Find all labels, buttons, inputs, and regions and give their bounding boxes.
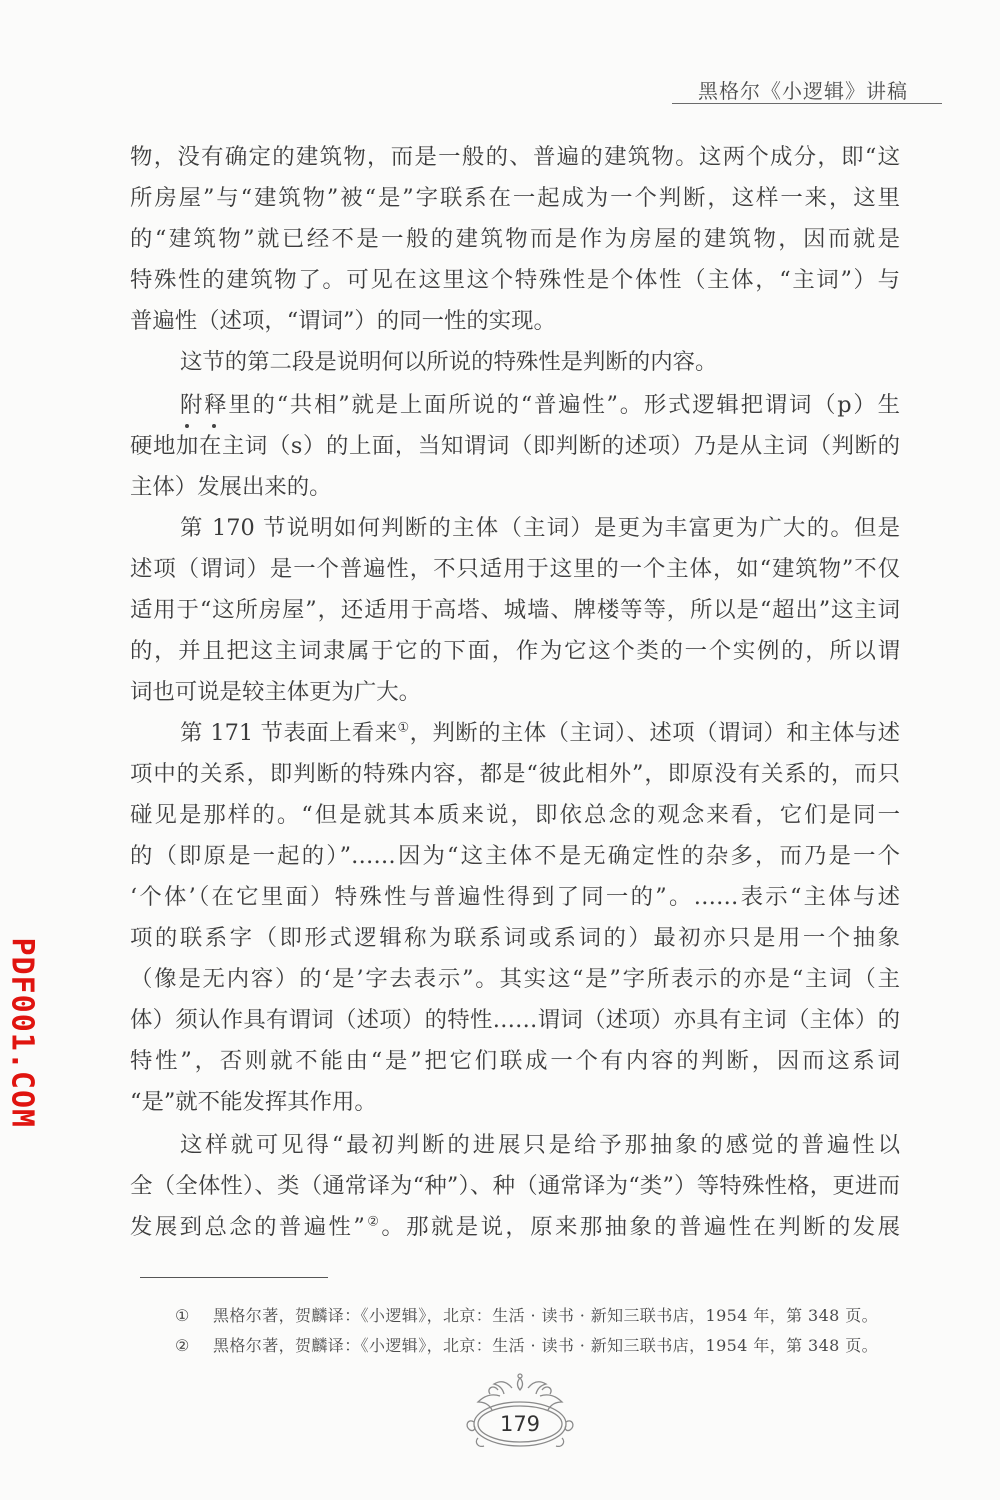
- running-header: [672, 75, 942, 104]
- text-line: 述项（谓词）是一个普遍性，不只适用于这里的一个主体，如“建筑物”不仅: [130, 556, 900, 582]
- text-line: [180, 717, 900, 749]
- text-segment: 。那就是说，原来那抽象的普遍性在判断的发展: [381, 1214, 901, 1240]
- footnote-mark: ①: [175, 1306, 190, 1325]
- text-line: 这样就可见得“最初判断的进展只是给予那抽象的感觉的普遍性以: [180, 1132, 900, 1158]
- text-segment: 第 171 节表面上看来: [180, 720, 398, 746]
- emphasis-dot: [185, 424, 189, 428]
- footnote-mark: ②: [175, 1336, 190, 1355]
- text-segment: 发展到总念的普遍性”: [130, 1214, 365, 1240]
- text-line: 体）须认作具有谓词（述项）的特性……谓词（述项）亦具有主词（主体）的: [130, 1007, 900, 1033]
- footnote-1: [175, 1305, 878, 1327]
- text-line: 硬地加在主词（s）的上面，当知谓词（即判断的述项）乃是从主词（判断的: [130, 433, 900, 459]
- text-line: [130, 1211, 900, 1243]
- page-number: 179: [499, 1412, 541, 1436]
- text-line: ‘个体’（在它里面）特殊性与普遍性得到了同一的”。……表示“主体与述: [130, 884, 900, 910]
- text-line: 的，并且把这主词隶属于它的下面，作为它这个类的一个实例的，所以谓: [130, 638, 900, 664]
- text-line: 特殊性的建筑物了。可见在这里这个特殊性是个体性（主体，“主词”）与: [130, 267, 900, 293]
- text-line: 的（即原是一起的）”……因为“这主体不是无确定性的杂多，而乃是一个: [130, 843, 900, 869]
- watermark: [2, 935, 42, 1129]
- emphasis-dot: [212, 424, 216, 428]
- text-line: 特性”，否则就不能由“是”把它们联成一个有内容的判断，因而这系词: [130, 1048, 900, 1074]
- footnote-rule: [140, 1277, 328, 1278]
- footnote-text: 黑格尔著，贺麟译：《小逻辑》，北京：生活 · 读书 · 新知三联书店，1954 年，第 348 页。: [213, 1306, 879, 1325]
- text-line: 第 170 节说明如何判断的主体（主词）是更为丰富更为广大的。但是: [180, 515, 900, 541]
- text-line: 所房屋”与“建筑物”被“是”字联系在一起成为一个判断，这样一来，这里: [130, 185, 900, 211]
- footnote-ref: ②: [364, 1214, 382, 1230]
- text-line: 普遍性（述项，“谓词”）的同一性的实现。: [130, 308, 556, 334]
- text-line: 主体）发展出来的。: [130, 474, 332, 500]
- text-line: 这节的第二段是说明何以所说的特殊性是判断的内容。: [180, 349, 718, 375]
- text-line: 全（全体性）、类（通常译为“种”）、种（通常译为“类”）等特殊性格，更进而: [130, 1173, 900, 1199]
- text-line: 的“建筑物”就已经不是一般的建筑物而是作为房屋的建筑物，因而就是: [130, 226, 900, 252]
- text-line: 适用于“这所房屋”，还适用于高塔、城墙、牌楼等等，所以是“超出”这主词: [130, 597, 900, 623]
- footnote-2: [175, 1335, 878, 1357]
- text-line: 项中的关系，即判断的特殊内容，都是“彼此相外”，即原没有关系的，而只: [130, 761, 900, 787]
- page-number-ornament: [460, 1372, 580, 1452]
- text-line: （像是无内容）的‘是’字去表示”。其实这“是”字所表示的亦是“主词（主: [130, 966, 900, 992]
- text-line: 碰见是那样的。“但是就其本质来说，即依总念的观念来看，它们是同一: [130, 802, 900, 828]
- text-line: 物，没有确定的建筑物，而是一般的、普遍的建筑物。这两个成分，即“这: [130, 144, 900, 170]
- watermark-text: PDF001.COM: [4, 937, 40, 1129]
- text-line: “是”就不能发挥其作用。: [130, 1089, 377, 1115]
- running-title: 黑格尔《小逻辑》讲稿: [698, 79, 908, 103]
- text-line: 项的联系字（即形式逻辑称为联系词或系词的）最初亦只是用一个抽象: [130, 925, 900, 951]
- text-segment: ，判断的主体（主词）、述项（谓词）和主体与述: [409, 720, 900, 746]
- text-line: 词也可说是较主体更为广大。: [130, 679, 422, 705]
- footnote-ref: ①: [397, 720, 410, 736]
- footnote-text: 黑格尔著，贺麟译：《小逻辑》，北京：生活 · 读书 · 新知三联书店，1954 年，第 348 页。: [213, 1336, 879, 1355]
- text-line: 附释里的“共相”就是上面所说的“普遍性”。形式逻辑把谓词（p）生: [180, 392, 900, 418]
